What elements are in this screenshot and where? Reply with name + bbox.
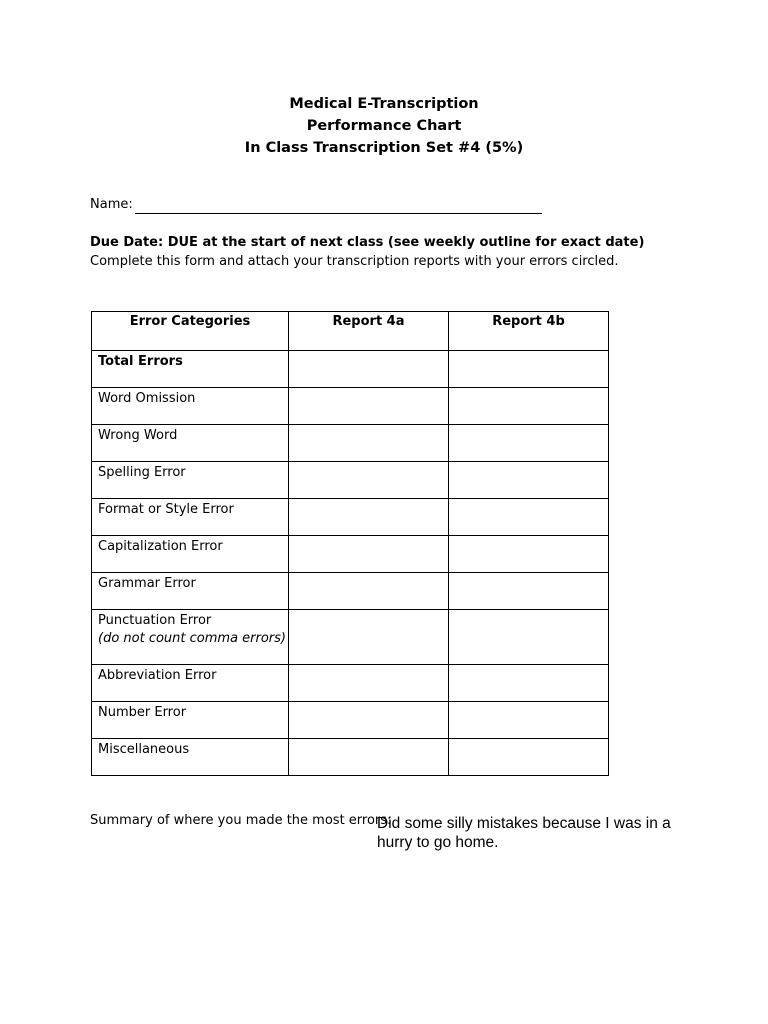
report-4a-cell[interactable]	[289, 425, 449, 462]
report-4b-cell[interactable]	[449, 665, 609, 702]
report-4b-cell[interactable]	[449, 702, 609, 739]
table-row	[92, 573, 609, 610]
doc-title-line2: Performance Chart	[306, 118, 462, 134]
category-label: Total Errors	[92, 351, 289, 388]
report-4b-cell[interactable]	[449, 499, 609, 536]
report-4b-cell[interactable]	[449, 425, 609, 462]
report-4a-cell[interactable]	[289, 351, 449, 388]
performance-table	[91, 311, 609, 776]
category-label: Miscellaneous	[92, 739, 289, 776]
report-4b-cell[interactable]	[449, 388, 609, 425]
name-label: Name:	[90, 197, 133, 212]
report-4a-cell[interactable]	[289, 739, 449, 776]
table-row	[92, 665, 609, 702]
table-row	[92, 499, 609, 536]
header-report-4a: Report 4a	[289, 312, 449, 351]
instructions-text: Complete this form and attach your transcription reports with your errors circled.	[90, 254, 619, 269]
summary-answer[interactable]: Did some silly mistakes because I was in a hurry to go home.	[377, 815, 671, 851]
doc-title-line3: In Class Transcription Set #4 (5%)	[244, 140, 524, 156]
category-label: Spelling Error	[92, 462, 289, 499]
name-field-line[interactable]	[135, 213, 542, 214]
table-row	[92, 536, 609, 573]
due-date-text: Due Date: DUE at the start of next class (see weekly outline for exact date)	[90, 235, 645, 250]
table-row	[92, 388, 609, 425]
report-4a-cell[interactable]	[289, 702, 449, 739]
report-4a-cell[interactable]	[289, 536, 449, 573]
category-label: Grammar Error	[92, 573, 289, 610]
report-4b-cell[interactable]	[449, 351, 609, 388]
category-label: Number Error	[92, 702, 289, 739]
header-report-4b: Report 4b	[449, 312, 609, 351]
report-4a-cell[interactable]	[289, 462, 449, 499]
doc-title-line1: Medical E-Transcription	[289, 96, 479, 112]
table-row	[92, 425, 609, 462]
category-cell	[92, 610, 289, 665]
summary-label: Summary of where you made the most errors:	[90, 813, 392, 828]
table-row	[92, 462, 609, 499]
category-label: Wrong Word	[92, 425, 289, 462]
table-row	[92, 351, 609, 388]
table-header-row	[92, 312, 609, 351]
report-4b-cell[interactable]	[449, 610, 609, 665]
header-error-categories: Error Categories	[92, 312, 289, 351]
report-4a-cell[interactable]	[289, 499, 449, 536]
category-label: Format or Style Error	[92, 499, 289, 536]
category-label: Abbreviation Error	[92, 665, 289, 702]
table-row	[92, 702, 609, 739]
table-row	[92, 610, 609, 665]
category-label: Capitalization Error	[92, 536, 289, 573]
table-row	[92, 739, 609, 776]
report-4a-cell[interactable]	[289, 573, 449, 610]
report-4b-cell[interactable]	[449, 573, 609, 610]
report-4b-cell[interactable]	[449, 739, 609, 776]
report-4b-cell[interactable]	[449, 536, 609, 573]
report-4b-cell[interactable]	[449, 462, 609, 499]
category-label: Word Omission	[92, 388, 289, 425]
report-4a-cell[interactable]	[289, 665, 449, 702]
report-4a-cell[interactable]	[289, 388, 449, 425]
category-note: (do not count comma errors)	[98, 631, 286, 646]
report-4a-cell[interactable]	[289, 610, 449, 665]
category-label: Punctuation Error	[98, 613, 212, 628]
